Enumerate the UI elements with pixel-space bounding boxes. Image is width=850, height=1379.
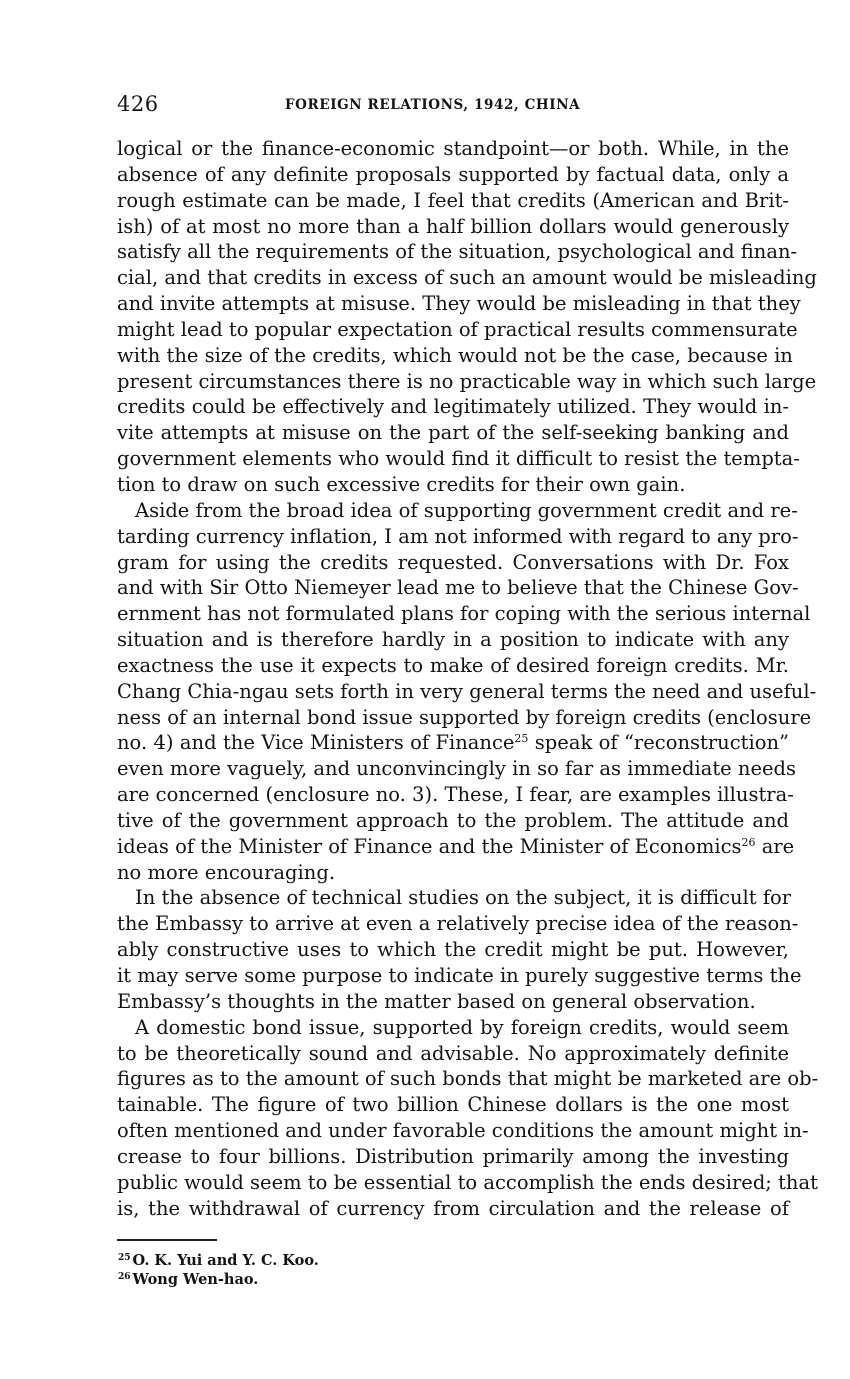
text-line: A domestic bond issue, supported by foreign credits, would seem	[135, 1015, 789, 1039]
text-line: credits could be effectively and legitimately utilized. They would in-	[117, 395, 789, 419]
paragraph-3	[117, 885, 802, 1014]
text-line: often mentioned and under favorable conditions the amount might in-	[117, 1119, 809, 1143]
text-line: cial, and that credits in excess of such an amount would be misleading	[117, 266, 817, 290]
text-line: exactness the use it expects to make of desired foreign credits. Mr.	[117, 653, 789, 677]
paragraph-1	[117, 136, 817, 498]
text-line: ish) of at most no more than a half billion dollars would generously	[117, 214, 789, 238]
text-line: situation and is therefore hardly in a position to indicate with any	[117, 628, 789, 652]
text-line: rough estimate can be made, I feel that credits (American and Brit-	[117, 188, 789, 212]
text-line: In the absence of technical studies on the subject, it is difficult for	[135, 886, 792, 910]
text-line: Aside from the broad idea of supporting government credit and re-	[135, 498, 798, 522]
footnote-text: Wong Wen-hao.	[132, 1271, 259, 1288]
body-text	[117, 136, 819, 1221]
footnote-divider	[117, 1239, 217, 1241]
text-line: ably constructive uses to which the credit might be put. However,	[117, 938, 789, 962]
text-line: ness of an internal bond issue supported by foreign credits (enclosure	[117, 705, 812, 729]
text-line: with the size of the credits, which would not be the case, because in	[117, 343, 793, 367]
footnote-25	[118, 1249, 790, 1268]
footnote-ref-25: 25	[514, 732, 529, 746]
footnote-ref-26: 26	[741, 835, 756, 849]
line-tail: speak of “reconstruction”	[528, 731, 789, 755]
footnote-mark: 26	[118, 1272, 131, 1282]
paragraph-4	[117, 1015, 819, 1222]
text-line: tainable. The figure of two billion Chinese dollars is the one most	[117, 1093, 789, 1117]
text-line: even more vaguely, and unconvincingly in so far as immediate needs	[117, 757, 797, 781]
text-line: Chang Chia-ngau sets forth in very general terms the need and useful-	[117, 679, 817, 703]
text-line: no more encouraging.	[117, 860, 336, 884]
line-head: no. 4) and the Vice Ministers of Finance	[117, 731, 515, 755]
text-line: gram for using the credits requested. Conversations with Dr. Fox	[117, 550, 789, 574]
text-line: Embassy’s thoughts in the matter based on general observation.	[117, 989, 756, 1013]
paragraph-2	[117, 498, 817, 886]
running-title: FOREIGN RELATIONS, 1942, CHINA	[285, 97, 581, 113]
text-line: crease to four billions. Distribution primarily among the investing	[117, 1144, 789, 1168]
text-line: figures as to the amount of such bonds that might be marketed are ob-	[117, 1067, 819, 1091]
text-line: absence of any definite proposals supported by factual data, only a	[117, 162, 789, 186]
text-line: ernment has not formulated plans for coping with the serious internal	[117, 602, 811, 626]
footnote-26	[118, 1268, 790, 1287]
text-line: it may serve some purpose to indicate in purely suggestive terms the	[117, 964, 802, 987]
text-line: logical or the finance-economic standpoint—or both. While, in the	[117, 137, 789, 160]
line-tail: are	[755, 834, 795, 858]
footnote-mark: 25	[118, 1253, 131, 1263]
running-head	[117, 92, 789, 118]
text-line: vite attempts at misuse on the part of the self-seeking banking and	[117, 421, 789, 445]
text-line: tive of the government approach to the problem. The attitude and	[117, 808, 789, 832]
text-line: might lead to popular expectation of practical results commensurate	[117, 317, 798, 341]
page-number: 426	[117, 92, 159, 116]
text-line: public would seem to be essential to accomplish the ends desired; that	[117, 1170, 818, 1194]
text-line: and with Sir Otto Niemeyer lead me to believe that the Chinese Gov-	[117, 576, 799, 600]
text-line: tarding currency inflation, I am not informed with regard to any pro-	[117, 524, 799, 548]
text-line: satisfy all the requirements of the situation, psychological and finan-	[117, 240, 798, 264]
footnotes	[118, 1249, 790, 1287]
text-line: to be theoretically sound and advisable. No approximately definite	[117, 1041, 789, 1065]
text-line-with-footnote-ref	[117, 730, 789, 756]
text-line: tion to draw on such excessive credits for their own gain.	[117, 472, 686, 496]
text-line-with-footnote-ref	[117, 834, 795, 860]
footnote-text: O. K. Yui and Y. C. Koo.	[132, 1252, 319, 1269]
text-line: government elements who would find it difficult to resist the tempta-	[117, 447, 800, 471]
text-line: is, the withdrawal of currency from circulation and the release of	[117, 1196, 789, 1220]
text-line: present circumstances there is no practicable way in which such large	[117, 369, 817, 393]
text-line: the Embassy to arrive at even a relatively precise idea of the reason-	[117, 912, 799, 936]
text-line: and invite attempts at misuse. They would be misleading in that they	[117, 292, 801, 316]
line-head: ideas of the Minister of Finance and the Minister of Economics	[117, 834, 742, 858]
text-line: are concerned (enclosure no. 3). These, I fear, are examples illustra-	[117, 783, 794, 807]
